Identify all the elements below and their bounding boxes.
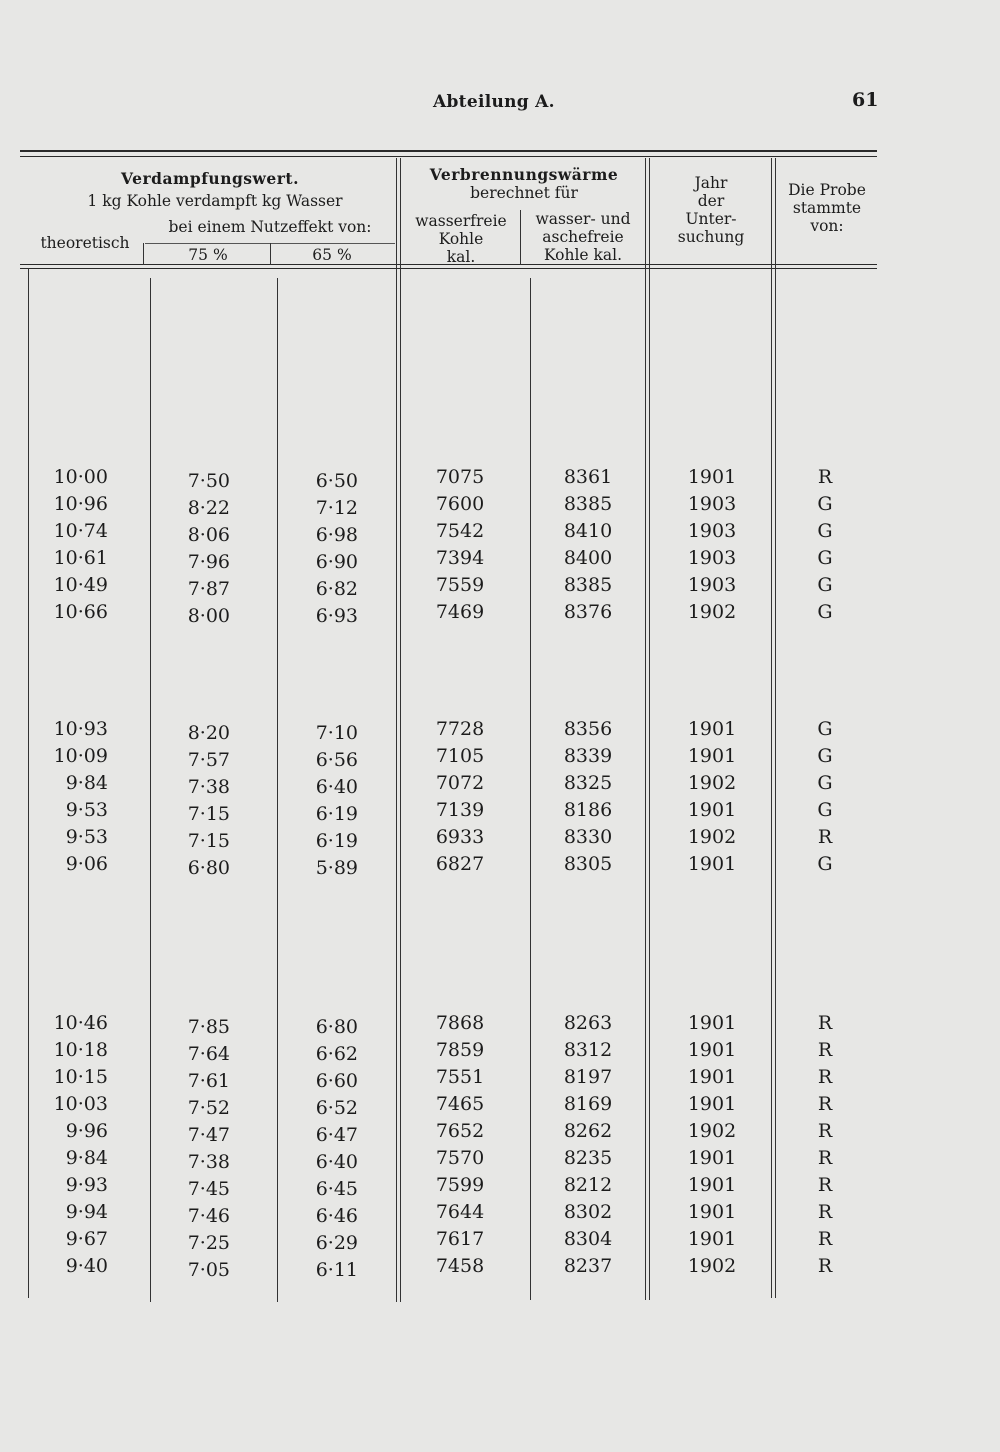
cell-probe: G: [817, 574, 833, 596]
cell-wert-75: 7·15: [187, 803, 230, 825]
cell-wert-65: 5·89: [315, 857, 358, 879]
cell-jahr: 1902: [687, 1255, 737, 1277]
cell-probe: R: [817, 1066, 833, 1088]
cell-jahr: 1902: [687, 826, 737, 848]
cell-wasserfrei: 7559: [435, 574, 485, 596]
cell-jahr: 1901: [687, 1174, 737, 1196]
cell-wert-75: 8·00: [187, 605, 230, 627]
cell-probe: G: [817, 772, 833, 794]
header-verdampfungswert: Verdampfungswert.: [121, 169, 299, 188]
cell-aschefrei: 8410: [563, 520, 613, 542]
cell-probe: R: [817, 1093, 833, 1115]
cell-wasserfrei: 7600: [435, 493, 485, 515]
cell-jahr: 1903: [687, 493, 737, 515]
cell-jahr: 1901: [687, 1093, 737, 1115]
col-rule-1: [150, 278, 151, 1302]
cell-wert-65: 6·82: [315, 578, 358, 600]
cell-wasserfrei: 7465: [435, 1093, 485, 1115]
col-rule-65-head: [270, 243, 271, 265]
header-berechnet-fuer: berechnet für: [470, 184, 578, 202]
cell-wert-75: 7·45: [187, 1178, 230, 1200]
cell-wasserfrei: 7469: [435, 601, 485, 623]
cell-aschefrei: 8305: [563, 853, 613, 875]
cell-jahr: 1902: [687, 601, 737, 623]
cell-aschefrei: 8197: [563, 1066, 613, 1088]
cell-wasserfrei: 7394: [435, 547, 485, 569]
cell-probe: R: [817, 1228, 833, 1250]
cell-theoretisch: 10·93: [53, 718, 108, 740]
col-rule-left: [28, 268, 29, 1298]
header-wasserfreie-2: Kohle: [438, 230, 484, 248]
header-verbrennungswaerme: Verbrennungswärme: [429, 165, 619, 184]
cell-jahr: 1901: [687, 466, 737, 488]
cell-theoretisch: 9·06: [65, 853, 108, 875]
cell-wasserfrei: 6827: [435, 853, 485, 875]
cell-wert-75: 8·20: [187, 722, 230, 744]
cell-aschefrei: 8385: [563, 493, 613, 515]
col-rule-5b: [649, 158, 650, 1300]
cell-wert-65: 6·90: [315, 551, 358, 573]
cell-probe: G: [817, 853, 833, 875]
col-rule-5a: [645, 158, 646, 1300]
cell-wert-75: 8·22: [187, 497, 230, 519]
cell-probe: R: [817, 1147, 833, 1169]
cell-aschefrei: 8330: [563, 826, 613, 848]
cell-wert-75: 7·61: [187, 1070, 230, 1092]
cell-wert-75: 7·38: [187, 776, 230, 798]
cell-theoretisch: 10·00: [53, 466, 108, 488]
cell-aschefrei: 8237: [563, 1255, 613, 1277]
header-jahr-2: der: [697, 192, 725, 210]
cell-wert-75: 7·64: [187, 1043, 230, 1065]
cell-wert-75: 7·57: [187, 749, 230, 771]
table-top-rule: [20, 150, 877, 152]
cell-theoretisch: 9·84: [65, 772, 108, 794]
cell-wasserfrei: 7542: [435, 520, 485, 542]
header-aschefreie-1: wasser- und: [535, 210, 631, 228]
col-rule-3a: [396, 158, 397, 1302]
cell-theoretisch: 10·61: [53, 547, 108, 569]
header-probe-2: stammte: [792, 199, 862, 217]
cell-wasserfrei: 7859: [435, 1039, 485, 1061]
cell-wert-65: 6·47: [315, 1124, 358, 1146]
cell-jahr: 1901: [687, 1039, 737, 1061]
cell-wasserfrei: 7652: [435, 1120, 485, 1142]
cell-aschefrei: 8304: [563, 1228, 613, 1250]
cell-aschefrei: 8339: [563, 745, 613, 767]
cell-theoretisch: 9·94: [65, 1201, 108, 1223]
col-rule-3b: [400, 158, 401, 1302]
cell-wert-65: 6·62: [315, 1043, 358, 1065]
cell-wert-75: 7·85: [187, 1016, 230, 1038]
cell-probe: G: [817, 493, 833, 515]
running-head: Abteilung A.: [433, 92, 555, 112]
col-rule-6b: [775, 158, 776, 1298]
cell-jahr: 1901: [687, 1228, 737, 1250]
cell-wasserfrei: 7599: [435, 1174, 485, 1196]
cell-probe: R: [817, 1012, 833, 1034]
cell-theoretisch: 10·03: [53, 1093, 108, 1115]
cell-theoretisch: 10·74: [53, 520, 108, 542]
cell-aschefrei: 8262: [563, 1120, 613, 1142]
cell-theoretisch: 10·09: [53, 745, 108, 767]
header-jahr-4: suchung: [677, 228, 745, 246]
cell-probe: G: [817, 745, 833, 767]
cell-wert-75: 8·06: [187, 524, 230, 546]
cell-aschefrei: 8263: [563, 1012, 613, 1034]
cell-wert-65: 6·50: [315, 470, 358, 492]
col-rule-6a: [771, 158, 772, 1298]
col-rule-4-head: [520, 210, 521, 265]
cell-wasserfrei: 7458: [435, 1255, 485, 1277]
col-rule-75-head: [143, 243, 144, 265]
cell-probe: G: [817, 601, 833, 623]
cell-wert-75: 7·46: [187, 1205, 230, 1227]
cell-theoretisch: 9·93: [65, 1174, 108, 1196]
cell-probe: R: [817, 1174, 833, 1196]
header-nutzeffekt: bei einem Nutzeffekt von:: [168, 218, 372, 236]
cell-wert-65: 6·56: [315, 749, 358, 771]
cell-wasserfrei: 7551: [435, 1066, 485, 1088]
cell-wert-65: 6·93: [315, 605, 358, 627]
cell-theoretisch: 9·84: [65, 1147, 108, 1169]
cell-probe: G: [817, 718, 833, 740]
header-aschefreie-2: aschefreie: [542, 228, 624, 246]
cell-aschefrei: 8376: [563, 601, 613, 623]
cell-wasserfrei: 7644: [435, 1201, 485, 1223]
cell-wasserfrei: 7570: [435, 1147, 485, 1169]
cell-wert-65: 6·60: [315, 1070, 358, 1092]
header-aschefreie-3: Kohle kal.: [543, 246, 623, 264]
cell-aschefrei: 8356: [563, 718, 613, 740]
cell-probe: R: [817, 826, 833, 848]
cell-wert-75: 7·15: [187, 830, 230, 852]
col-rule-2: [277, 278, 278, 1302]
cell-wasserfrei: 6933: [435, 826, 485, 848]
cell-theoretisch: 9·53: [65, 799, 108, 821]
cell-jahr: 1901: [687, 1066, 737, 1088]
col-rule-4: [530, 278, 531, 1300]
cell-probe: G: [817, 799, 833, 821]
cell-wert-75: 7·05: [187, 1259, 230, 1281]
cell-jahr: 1901: [687, 718, 737, 740]
header-bottom-rule-inner: [20, 268, 877, 269]
cell-theoretisch: 10·46: [53, 1012, 108, 1034]
cell-wert-65: 6·52: [315, 1097, 358, 1119]
header-theoretisch: theoretisch: [40, 234, 130, 252]
cell-wasserfrei: 7105: [435, 745, 485, 767]
header-probe-3: von:: [810, 217, 844, 235]
cell-wert-65: 7·12: [315, 497, 358, 519]
cell-probe: R: [817, 1120, 833, 1142]
cell-wert-75: 7·87: [187, 578, 230, 600]
cell-jahr: 1903: [687, 520, 737, 542]
cell-wasserfrei: 7072: [435, 772, 485, 794]
cell-aschefrei: 8302: [563, 1201, 613, 1223]
cell-jahr: 1902: [687, 772, 737, 794]
cell-wert-75: 7·52: [187, 1097, 230, 1119]
cell-jahr: 1901: [687, 853, 737, 875]
header-65-percent: 65 %: [312, 246, 352, 264]
cell-theoretisch: 10·96: [53, 493, 108, 515]
cell-jahr: 1903: [687, 547, 737, 569]
header-wasserfreie-3: kal.: [446, 248, 476, 266]
cell-aschefrei: 8361: [563, 466, 613, 488]
cell-wert-65: 6·40: [315, 1151, 358, 1173]
cell-wert-65: 6·98: [315, 524, 358, 546]
cell-wert-75: 7·38: [187, 1151, 230, 1173]
cell-theoretisch: 9·40: [65, 1255, 108, 1277]
cell-probe: R: [817, 1255, 833, 1277]
header-kg-wasser: 1 kg Kohle verdampft kg Wasser: [87, 192, 343, 210]
cell-wasserfrei: 7075: [435, 466, 485, 488]
cell-theoretisch: 10·66: [53, 601, 108, 623]
cell-jahr: 1901: [687, 1012, 737, 1034]
cell-probe: R: [817, 466, 833, 488]
header-jahr-1: Jahr: [694, 174, 728, 192]
cell-jahr: 1903: [687, 574, 737, 596]
cell-wert-75: 7·25: [187, 1232, 230, 1254]
header-jahr-3: Unter-: [685, 210, 737, 228]
cell-wert-75: 7·47: [187, 1124, 230, 1146]
cell-aschefrei: 8169: [563, 1093, 613, 1115]
page-number: 61: [852, 89, 879, 111]
cell-jahr: 1901: [687, 1147, 737, 1169]
cell-theoretisch: 10·18: [53, 1039, 108, 1061]
cell-theoretisch: 9·96: [65, 1120, 108, 1142]
cell-wert-75: 7·50: [187, 470, 230, 492]
cell-wert-75: 7·96: [187, 551, 230, 573]
cell-wert-65: 6·80: [315, 1016, 358, 1038]
cell-wasserfrei: 7728: [435, 718, 485, 740]
cell-wert-75: 6·80: [187, 857, 230, 879]
cell-aschefrei: 8186: [563, 799, 613, 821]
cell-wert-65: 7·10: [315, 722, 358, 744]
cell-wert-65: 6·19: [315, 830, 358, 852]
cell-wert-65: 6·40: [315, 776, 358, 798]
cell-jahr: 1902: [687, 1120, 737, 1142]
cell-jahr: 1901: [687, 745, 737, 767]
cell-theoretisch: 10·15: [53, 1066, 108, 1088]
cell-aschefrei: 8212: [563, 1174, 613, 1196]
cell-wasserfrei: 7139: [435, 799, 485, 821]
cell-jahr: 1901: [687, 799, 737, 821]
cell-probe: G: [817, 547, 833, 569]
header-probe-1: Die Probe: [788, 181, 866, 199]
cell-aschefrei: 8400: [563, 547, 613, 569]
cell-theoretisch: 10·49: [53, 574, 108, 596]
cell-wert-65: 6·11: [315, 1259, 358, 1281]
cell-aschefrei: 8312: [563, 1039, 613, 1061]
cell-wasserfrei: 7617: [435, 1228, 485, 1250]
cell-wert-65: 6·46: [315, 1205, 358, 1227]
header-75-percent: 75 %: [188, 246, 228, 264]
cell-aschefrei: 8385: [563, 574, 613, 596]
header-wasserfreie-1: wasserfreie: [415, 212, 507, 230]
cell-wert-65: 6·29: [315, 1232, 358, 1254]
cell-theoretisch: 9·53: [65, 826, 108, 848]
cell-probe: R: [817, 1039, 833, 1061]
cell-theoretisch: 9·67: [65, 1228, 108, 1250]
cell-wert-65: 6·19: [315, 803, 358, 825]
cell-jahr: 1901: [687, 1201, 737, 1223]
cell-probe: R: [817, 1201, 833, 1223]
cell-probe: G: [817, 520, 833, 542]
cell-wert-65: 6·45: [315, 1178, 358, 1200]
cell-aschefrei: 8325: [563, 772, 613, 794]
cell-wasserfrei: 7868: [435, 1012, 485, 1034]
table-top-rule-inner: [20, 156, 877, 157]
cell-aschefrei: 8235: [563, 1147, 613, 1169]
